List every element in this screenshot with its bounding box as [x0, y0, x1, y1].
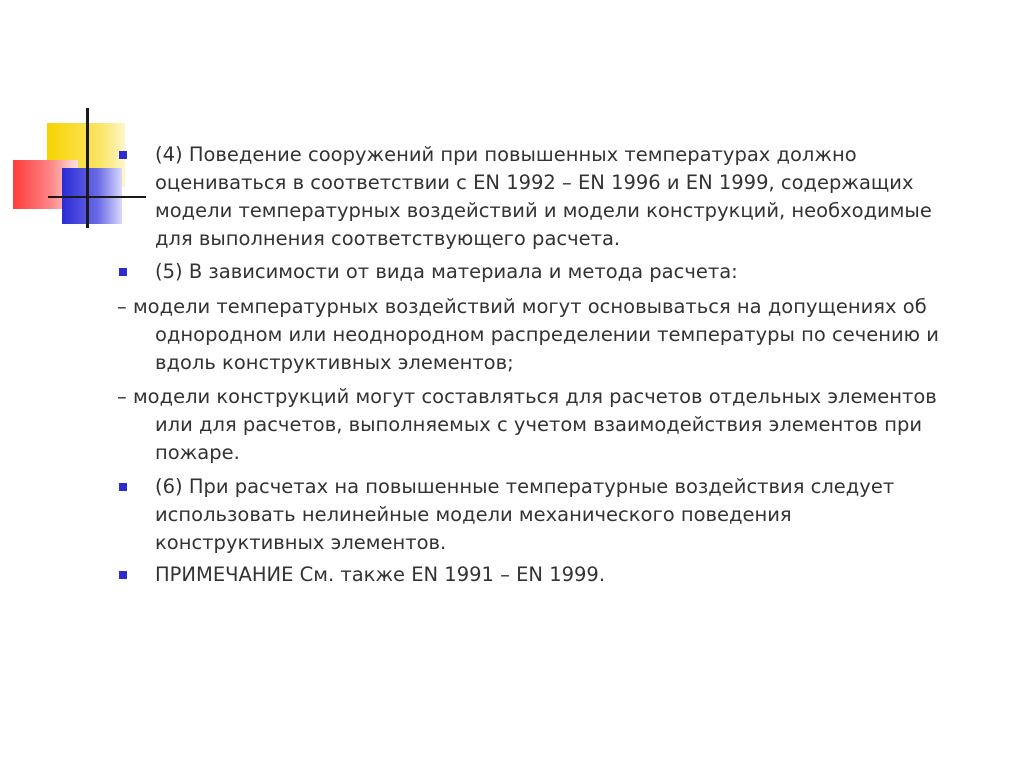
dash-paragraph-temperature-models — [117, 293, 939, 377]
text-line: оцениваться в соответствии с EN 1992 – EN 1996 и EN 1999, содержащих — [155, 171, 914, 194]
text-line: или для расчетов, выполняемых с учетом взаимодействия элементов при — [155, 413, 923, 436]
text-line: пожаре. — [155, 441, 240, 464]
text-line: (5) В зависимости от вида материала и метода расчета: — [155, 260, 738, 283]
bullet-paragraph-6 — [155, 473, 894, 557]
vertical-line-shape — [86, 108, 89, 228]
text-line: модели температурных воздействий и модели конструкций, необходимые — [155, 199, 932, 222]
square-bullet-icon — [119, 151, 127, 159]
bullet-paragraph-4 — [155, 141, 932, 253]
square-bullet-icon — [119, 268, 127, 276]
text-line: для выполнения соответствующего расчета. — [155, 227, 621, 250]
text-line: вдоль конструктивных элементов; — [155, 351, 514, 374]
text-line: – модели конструкций могут составляться для расчетов отдельных элементов — [117, 385, 937, 408]
horizontal-line-shape — [48, 196, 146, 198]
dash-paragraph-structure-models — [117, 383, 937, 467]
text-line: однородном или неоднородном распределении температуры по сечению и — [155, 323, 939, 346]
text-line: ПРИМЕЧАНИЕ См. также EN 1991 – EN 1999. — [155, 563, 606, 586]
bullet-paragraph-note — [155, 561, 605, 589]
text-line: (4) Поведение сооружений при повышенных температурах должно — [155, 143, 857, 166]
text-line: конструктивных элементов. — [155, 531, 447, 554]
bullet-paragraph-5 — [155, 258, 738, 286]
text-line: (6) При расчетах на повышенные температурные воздействия следует — [155, 475, 895, 498]
square-bullet-icon — [119, 571, 127, 579]
text-line: использовать нелинейные модели механического поведения — [155, 503, 792, 526]
square-bullet-icon — [119, 483, 127, 491]
text-line: – модели температурных воздействий могут основываться на допущениях об — [117, 295, 927, 318]
